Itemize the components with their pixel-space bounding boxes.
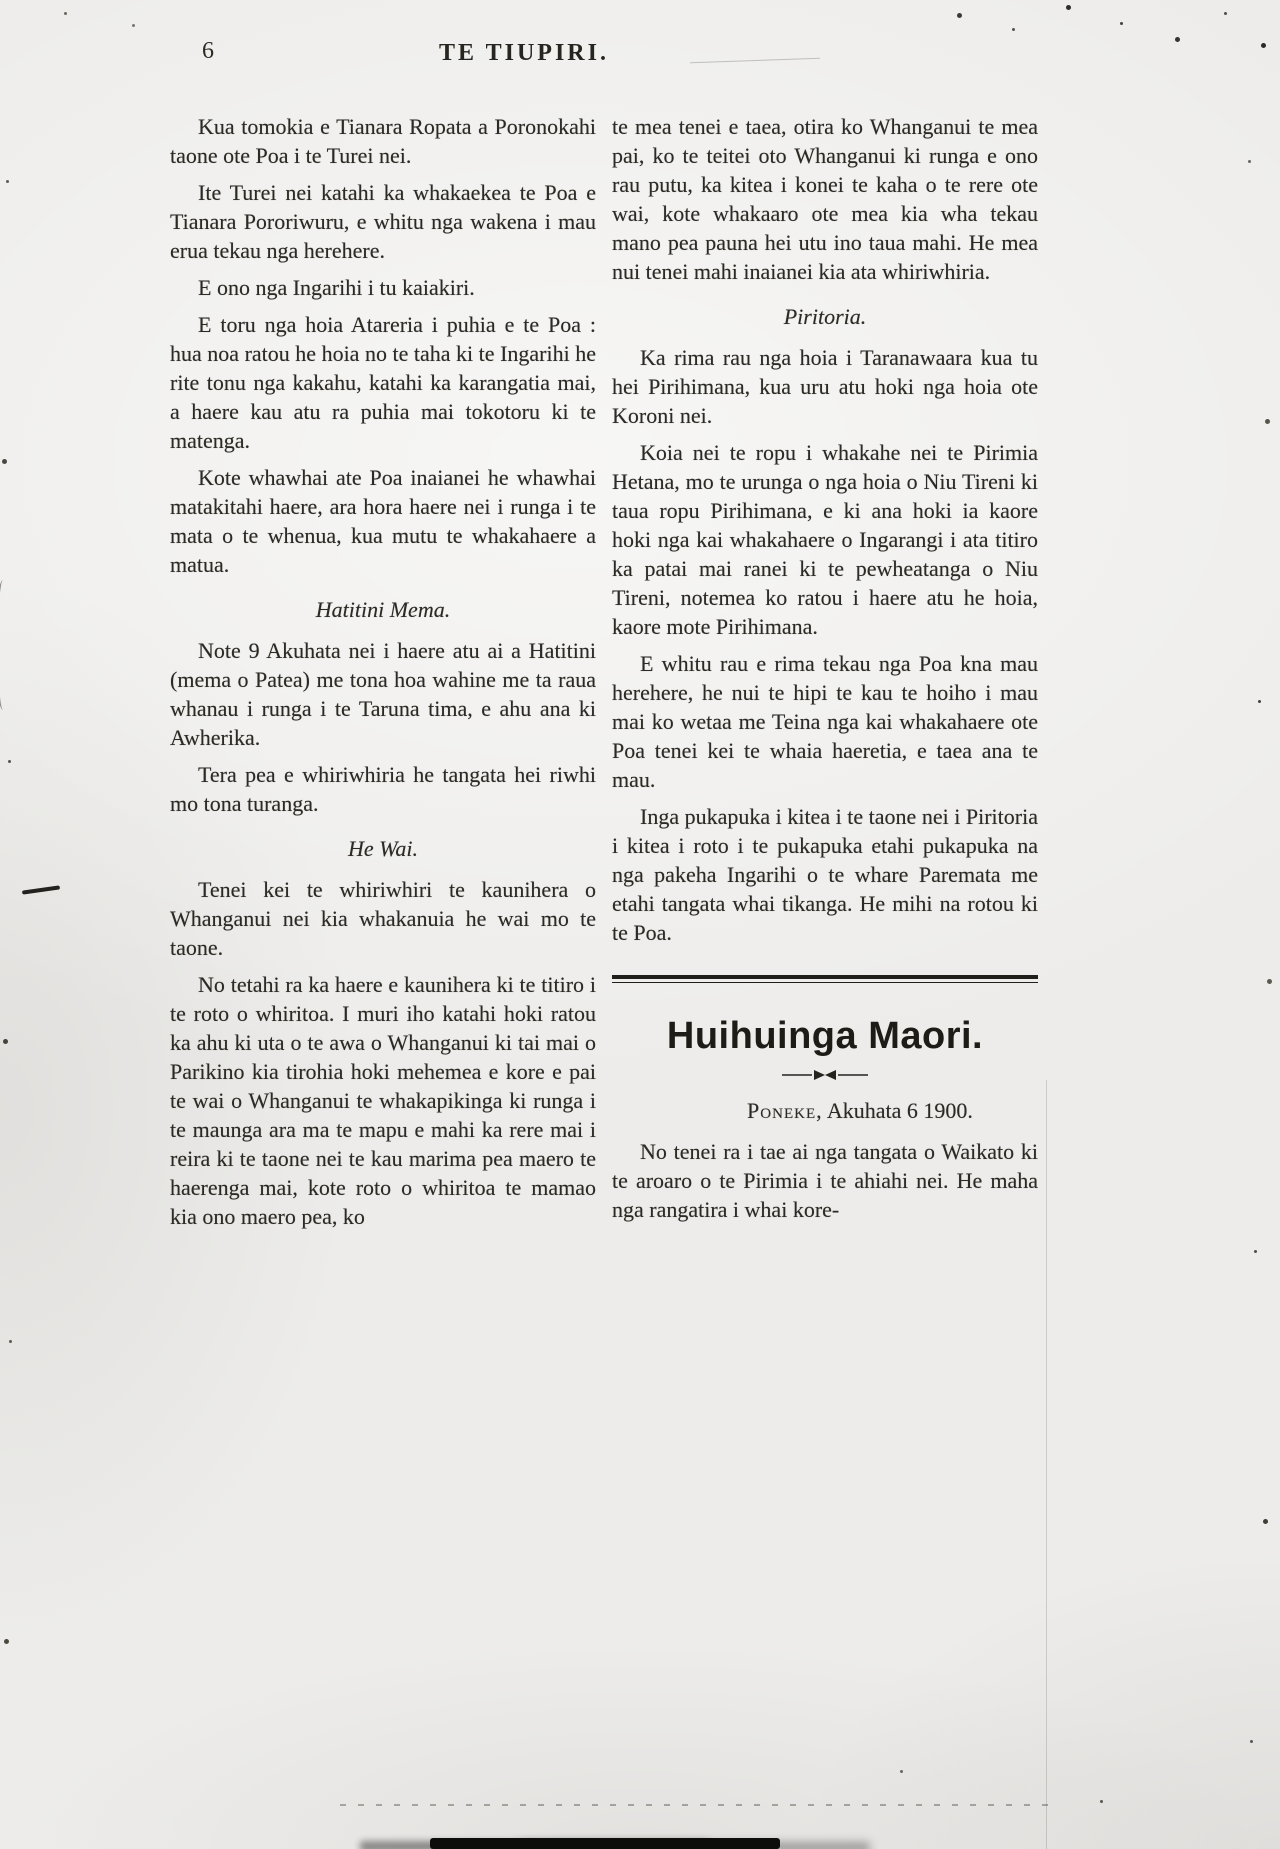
section-heading-huihuinga-maori: Huihuinga Maori.	[666, 1015, 984, 1057]
scan-speck-cluster	[0, 0, 3, 3]
paragraph: te mea tenei e taea, otira ko Whanganui te mea pai, ko te teitei oto Whanganui ki runga e ono rau putu, ka kitea i konei te kaha o te rere ote wai, kote whakaaro ote mea kia wha tekau mano pea pauna hei utu ino taua mahi. He mea nui tenei mahi inaianei kia ata whiriwhiria.	[612, 114, 1038, 284]
bowtie-ornament-icon	[780, 1068, 870, 1082]
section-divider-rule	[612, 975, 1038, 983]
dateline	[612, 1096, 1038, 1125]
subheading-hatitini-mema: Hatitini Mema.	[315, 597, 451, 622]
dateline-place: Poneke,	[747, 1098, 823, 1123]
page-crease	[1046, 1080, 1047, 1849]
subheading-he-wai: He Wai.	[347, 836, 419, 861]
scan-edge-mark	[0, 580, 11, 710]
paragraph: Kote whawhai ate Poa inaianei he whawhai matakitahi haere, ara hora haere nei i runga i te mata o te whenua, kua mutu te whakahaere a matua.	[170, 465, 596, 577]
dateline-date: Akuhata 6 1900.	[826, 1098, 973, 1123]
paragraph: E toru nga hoia Atareria i puhia e te Poa : hua noa ratou he hoia no te taha ki te Ingarihi he rite tonu nga kakahu, katahi ka karangatia mai, a haere kau atu ra puhia mai tokotoru ki te matenga.	[170, 312, 596, 453]
paragraph: E whitu rau e rima tekau nga Poa kna mau herehere, he nui te hipi te kau te hoiho i mau mai ko wetaa me Teina nga kai whakahaere ote Poa tenei kei te whaia haeretia, e taea ana te mau.	[612, 651, 1038, 792]
ink-dash-mark	[22, 885, 60, 894]
paragraph: No tenei ra i tae ai nga tangata o Waikato ki te aroaro o te Pirimia i te ahiahi nei. He maha nga rangatira i whai kore-	[612, 1139, 1038, 1222]
scan-dotted-line	[340, 1804, 1050, 1806]
article-columns	[170, 112, 1038, 1239]
ornament-divider	[612, 1068, 1038, 1082]
page-number: 6	[202, 38, 214, 64]
scan-smudge-bottom	[430, 1838, 780, 1849]
paragraph: Koia nei te ropu i whakahe nei te Pirimia Hetana, mo te urunga o nga hoia o Niu Tireni ki taua ropu Pirihimana, e ki ana hoki ia kaore hoki nga kai whakahaere o Ingarangi i ata titiro ka patai mai ranei ki te pewheatanga o Niu Tireni, notemea ko ratou i haere atu he hoia, kaore mote Pirihimana.	[612, 440, 1038, 639]
column-right	[612, 112, 1038, 1239]
paragraph: No tetahi ra ka haere e kaunihera ki te titiro i te roto o whiritoa. I muri iho katahi hoki ratou ka ahu ki uta o te awa o Whanganui ki tai mai o Parikino kia tirohia hoki mehemea e kore e pai te wai o Whanganui te whakapikinga ki runga i te maunga ara ma te mapu e mahi ka rere mai i reira ki te taone nei te kau marima pea maero te haerenga mai, kote roto o whiritoa te mamao kia ono maero pea, ko	[170, 972, 596, 1229]
paragraph: Inga pukapuka i kitea i te taone nei i Piritoria i kitea i roto i te pukapuka etahi pukapuka na nga pakeha Ingarihi o te whare Paremata me etahi tangata whai tikanga. He mihi na rotou ki te Poa.	[612, 804, 1038, 945]
paragraph: Note 9 Akuhata nei i haere atu ai a Hatitini (mema o Patea) me tona hoa wahine me ta raua whanau i runga i te Taruna tima, e ahu ana ki Awherika.	[170, 638, 596, 750]
paragraph: E ono nga Ingarihi i tu kaiakiri.	[198, 275, 475, 300]
scan-scratch	[690, 58, 820, 64]
paragraph: Tera pea e whiriwhiria he tangata hei riwhi mo tona turanga.	[170, 762, 596, 816]
paragraph: Tenei kei te whiriwhiri te kaunihera o Whanganui nei kia whakanuia he wai mo te taone.	[170, 877, 596, 960]
subheading-piritoria: Piritoria.	[783, 304, 867, 329]
paragraph: Ka rima rau nga hoia i Taranawaara kua tu hei Pirihimana, kua uru atu hoki nga hoia ote Koroni nei.	[612, 345, 1038, 428]
column-left	[170, 112, 596, 1239]
newspaper-title: TE TIUPIRI.	[439, 40, 609, 66]
paragraph: Kua tomokia e Tianara Ropata a Poronokahi taone ote Poa i te Turei nei.	[170, 114, 596, 168]
paragraph: Ite Turei nei katahi ka whakaekea te Poa e Tianara Pororiwuru, e whitu nga wakena i mau erua tekau nga herehere.	[170, 180, 596, 263]
